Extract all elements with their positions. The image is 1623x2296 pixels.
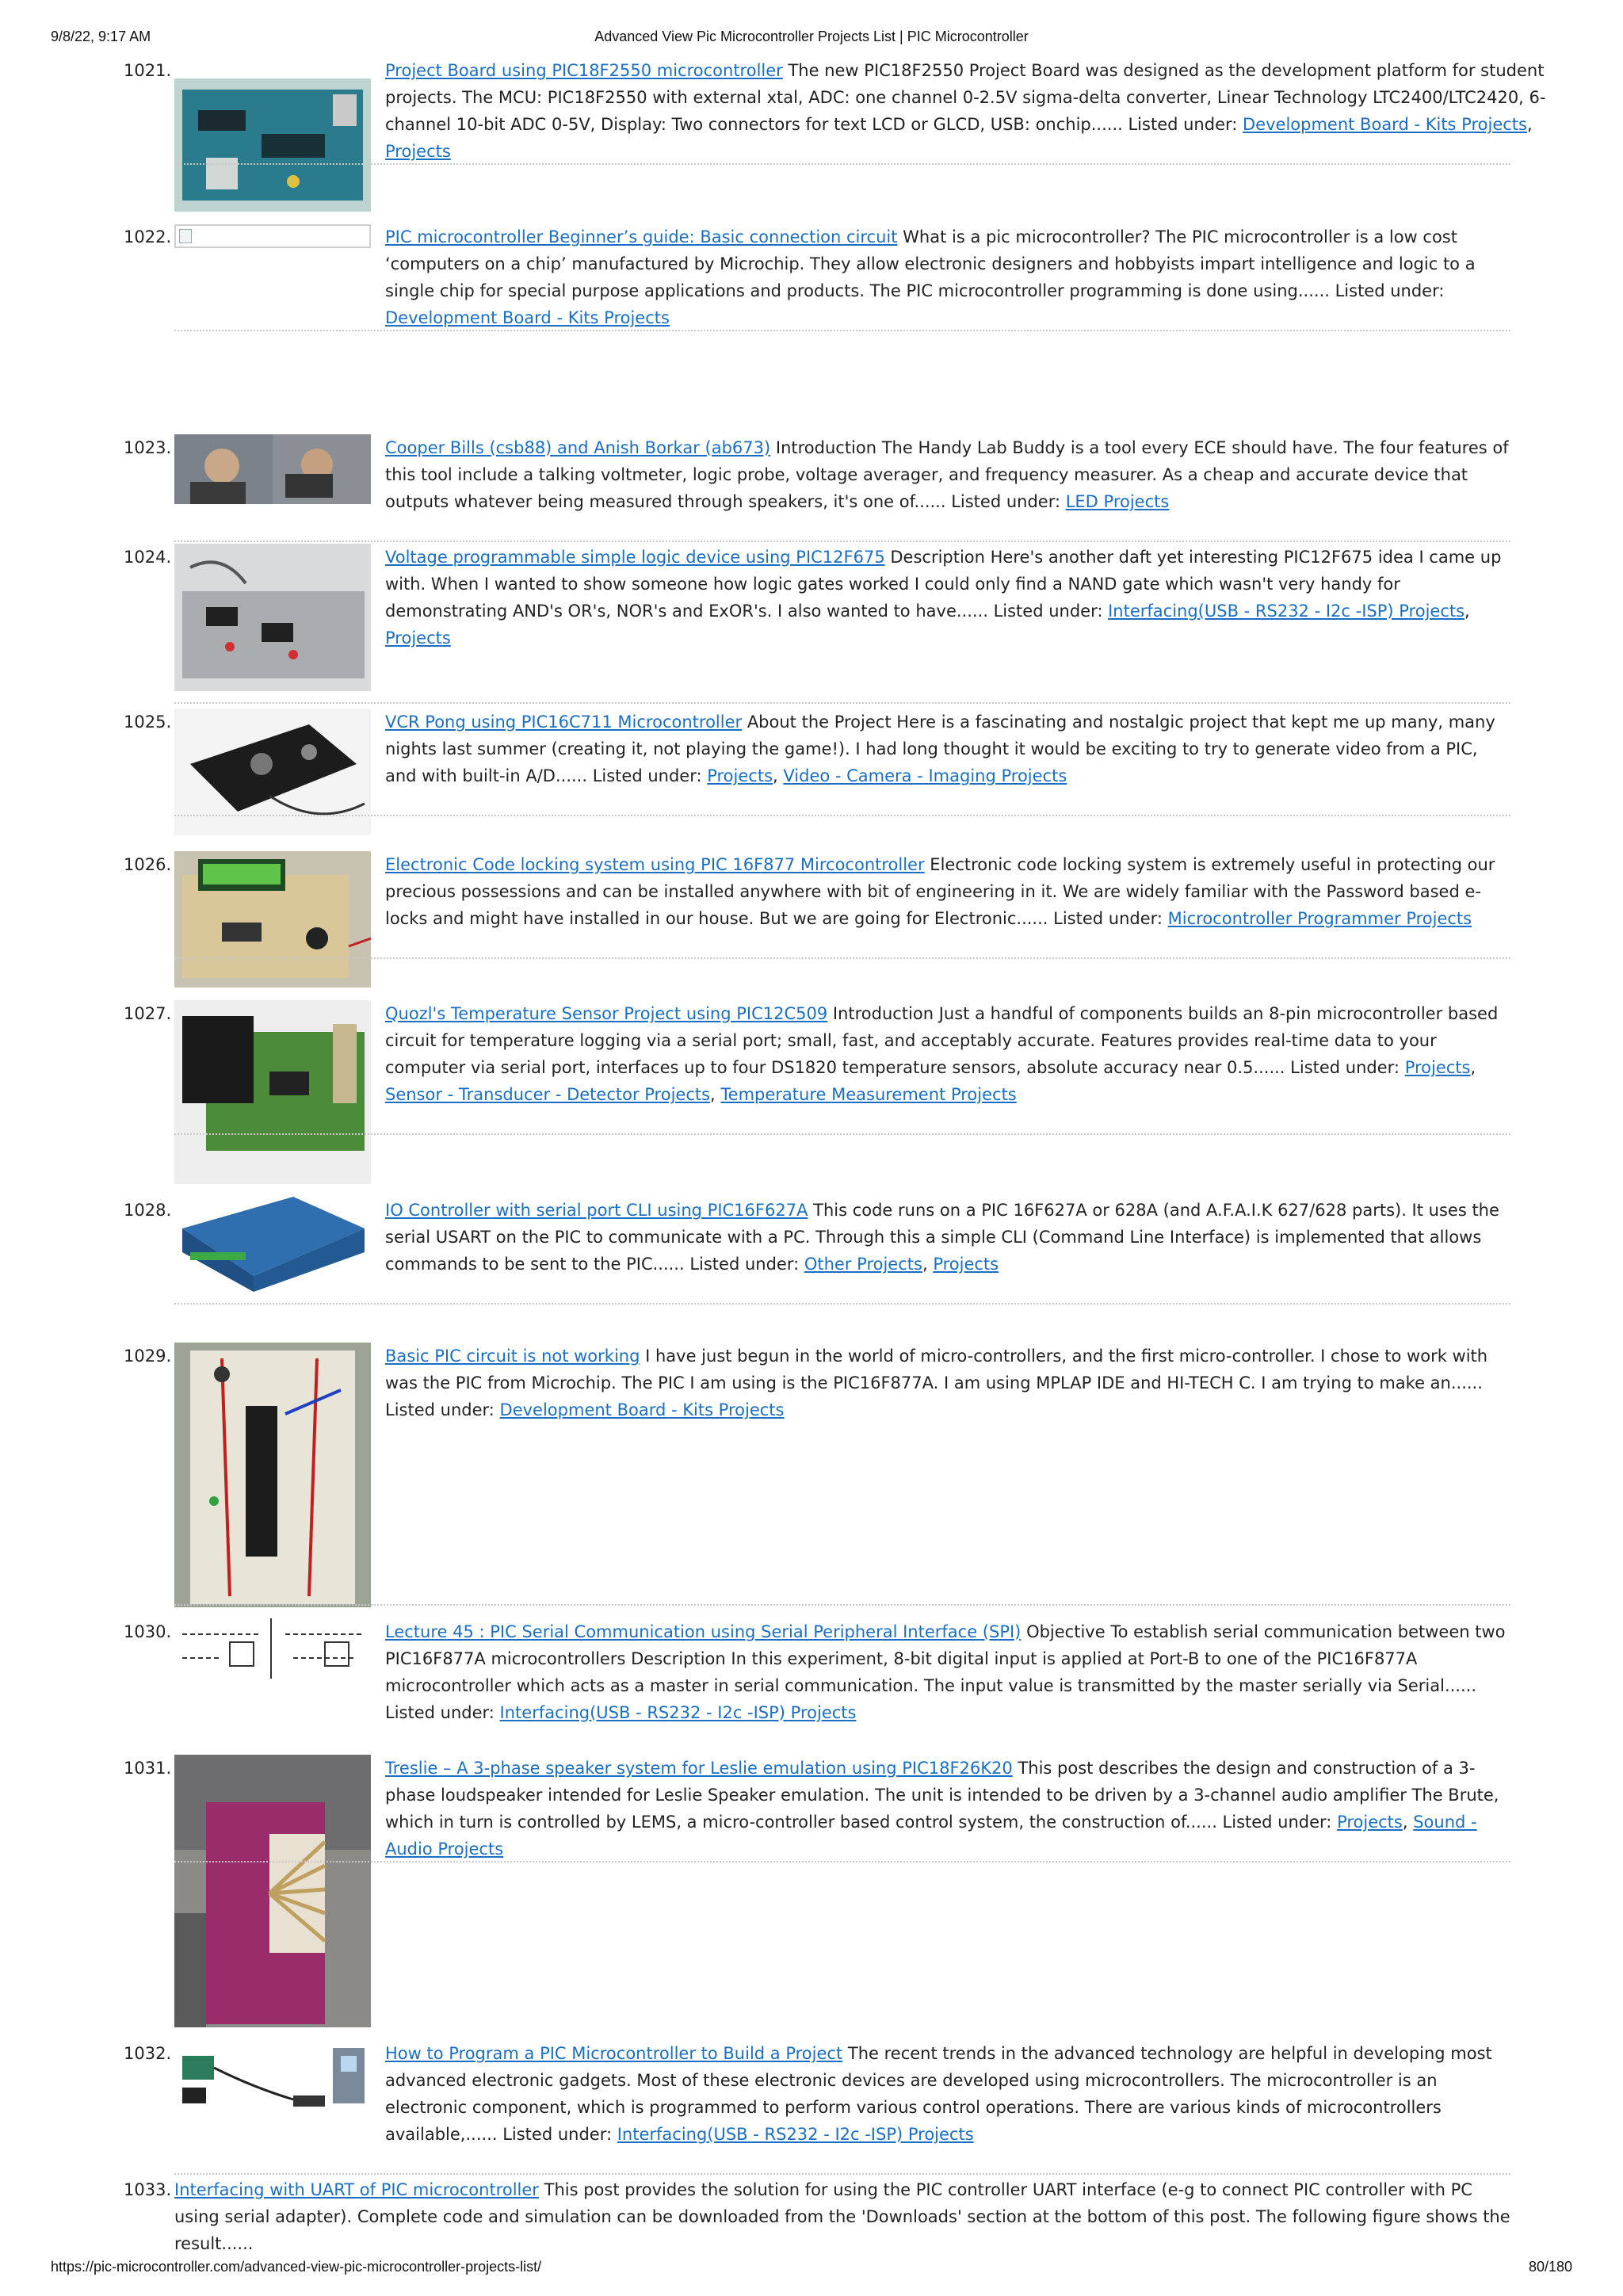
item-body (385, 851, 1510, 932)
item-number: 1025. (124, 712, 172, 732)
project-link[interactable]: Interfacing with UART of PIC microcontroller (174, 2180, 539, 2199)
project-link[interactable]: Quozl's Temperature Sensor Project using PIC12C509 (385, 1004, 828, 1023)
item-description: The recent trends in the advanced technology are helpful in developing most advanced electronic gadgets. Most of these electronic devices are developed using microcontrollers. The microcontroller is an electronic component, which is programmed to perform various control operations. There are various kinds of microcontrollers available,...... Listed under: (385, 2044, 1492, 2144)
item-description: Electronic code locking system is extremely useful in protecting our precious possessions and can be installed anywhere with bit of engineering in it. We are widely familiar with the Password based e-locks and might have installed in our house. But we are going for Electronic...... Listed under: (385, 855, 1495, 928)
item-body: VCR Pong using PIC16C711 Microcontroller About the Project Here is a fascinating and nostalgic project that kept me up many, many nights last summer (creating it, not playing the game!). I had long thought it would be exciting to try to generate video from a PIC, and with built-in A/D...... Listed under: Projects, Video - Camera - Imaging Projects (385, 712, 1495, 785)
divider (174, 1861, 1510, 1862)
item-description: This code runs on a PIC 16F627A or 628A (and A.F.A.I.K 627/628 parts). It uses the serial USART on the PIC to communicate with a PC. Through this a simple CLI (Command Line Interface) is implemented that allows commands to be sent to the PIC...... Listed under: (385, 1201, 1499, 1274)
project-thumbnail (174, 434, 371, 504)
item-body (385, 1618, 1510, 1726)
item-number: 1021. (124, 61, 172, 80)
page-title: Advanced View Pic Microcontroller Projects List | PIC Microcontroller (594, 29, 1029, 44)
project-thumbnail (174, 2040, 371, 2110)
category-link[interactable]: Interfacing(USB - RS232 - I2c -ISP) Projects (1108, 602, 1465, 621)
divider (174, 541, 1510, 542)
divider (174, 330, 1510, 331)
item-number: 1030. (124, 1622, 172, 1641)
item-description: Introduction The Handy Lab Buddy is a tool every ECE should have. The four features of this tool include a talking voltmeter, logic probe, voltage averager, and frequency measurer. As a cheap and accurate device that outputs whatever being measured through speakers, it's one of...... Listed under: (385, 438, 1509, 511)
divider (174, 957, 1510, 959)
page-url: https://pic-microcontroller.com/advanced-view-pic-microcontroller-projects-list/ (51, 2259, 542, 2275)
category-link[interactable]: Projects (707, 766, 773, 785)
item-description: The new PIC18F2550 Project Board was designed as the development platform for student projects. The MCU: PIC18F2550 with external xtal, ADC: one channel 0-2.5V sigma-delta converter, Linear Technology LTC2400/LTC2420, 6-channel 10-bit ADC 0-5V, Display: Two connectors for text LCD or GLCD, USB: onchip...... Listed under: (385, 61, 1546, 134)
print-header (0, 29, 1623, 49)
item-number: 1027. (124, 1004, 172, 1023)
category-link[interactable]: Projects (1404, 1058, 1471, 1077)
project-link[interactable]: Treslie – A 3-phase speaker system for Leslie emulation using PIC18F26K20 (385, 1759, 1013, 1778)
item-body: Project Board using PIC18F2550 microcontroller The new PIC18F2550 Project Board was designed as the development platform for student projects. The MCU: PIC18F2550 with external xtal, ADC: one channel 0-2.5V sigma-delta converter, Linear Technology LTC2400/LTC2420, 6-channel 10-bit ADC 0-5V, Display: Two connectors for text LCD or GLCD, USB: onchip...... Listed under: Development Board - Kits Projects, Projects (385, 61, 1546, 161)
divider (174, 163, 1510, 165)
divider (174, 2173, 1510, 2175)
category-link[interactable]: Interfacing(USB - RS232 - I2c -ISP) Projects (617, 2125, 974, 2144)
category-link[interactable]: Interfacing(USB - RS232 - I2c -ISP) Projects (499, 1703, 857, 1722)
item-body: Quozl's Temperature Sensor Project using PIC12C509 Introduction Just a handful of components builds an 8-pin microcontroller based circuit for temperature logging via a serial port; small, fast, and acceptably accurate. Features provides real-time data to your computer via serial port, interfaces up to four DS1820 temperature sensors, absolute accuracy near 0.5...... Listed under: Projects, Sensor - Transducer - Detector Projects, Temperature Measurement Projects (385, 1004, 1499, 1104)
item-number: 1022. (124, 227, 172, 246)
item-number: 1029. (124, 1347, 172, 1366)
category-link[interactable]: Development Board - Kits Projects (385, 308, 670, 327)
item-number: 1032. (124, 2044, 172, 2063)
category-link[interactable]: Sound - Audio Projects (385, 1813, 1477, 1859)
item-number: 1023. (124, 438, 172, 457)
category-link[interactable]: Projects (385, 142, 451, 161)
divider (174, 1604, 1510, 1606)
divider (174, 1133, 1510, 1135)
category-link[interactable]: Projects (933, 1255, 999, 1274)
project-thumbnail (174, 851, 371, 988)
print-footer (0, 2259, 1623, 2279)
category-link[interactable]: LED Projects (1065, 492, 1170, 511)
page-number: 80/180 (1528, 2259, 1572, 2275)
project-link[interactable]: IO Controller with serial port CLI using PIC16F627A (385, 1201, 808, 1220)
item-body (385, 2040, 1510, 2148)
divider (174, 815, 1510, 816)
category-link[interactable]: Projects (1337, 1813, 1403, 1832)
divider (174, 702, 1510, 704)
item-description: This post describes the design and construction of a 3-phase loudspeaker intended for Leslie Speaker emulation. The unit is intended to be driven by a 3-channel audio amplifier The Brute, which in turn is controlled by LEMS, a micro-controller based control system, the construction of...... Listed under: (385, 1759, 1499, 1832)
item-description: About the Project Here is a fascinating and nostalgic project that kept me up many, many nights last summer (creating it, not playing the game!). I had long thought it would be exciting to try to generate video from a PIC, and with built-in A/D...... Listed under: (385, 712, 1495, 785)
project-link[interactable]: PIC microcontroller Beginner’s guide: Basic connection circuit (385, 227, 898, 246)
project-thumbnail (174, 1755, 371, 2027)
category-link[interactable]: Microcontroller Programmer Projects (1167, 909, 1472, 928)
item-description: Objective To establish serial communication between two PIC16F877A microcontrollers Description In this experiment, 8-bit digital input is applied at Port-B to one of the PIC16F877A microcontroller which acts as a master in serial communication. The input value is transmitted by the master serially via Serial...... Listed under: (385, 1622, 1506, 1722)
project-thumbnail (174, 1000, 371, 1184)
category-link[interactable]: Development Board - Kits Projects (1243, 115, 1527, 134)
project-thumbnail (174, 78, 371, 212)
broken-image-icon (174, 224, 371, 248)
item-body (385, 1343, 1510, 1423)
item-body: Voltage programmable simple logic device using PIC12F675 Description Here's another daft yet interesting PIC12F675 idea I came up with. When I wanted to show someone how logic gates worked I could only find a NAND gate which wasn't very handy for demonstrating AND's OR's, NOR's and ExOR's. I also wanted to have...... Listed under: Interfacing(USB - RS232 - I2c -ISP) Projects, Projects (385, 548, 1502, 648)
item-body: IO Controller with serial port CLI using PIC16F627A This code runs on a PIC 16F627A or 628A (and A.F.A.I.K 627/628 parts). It uses the serial USART on the PIC to communicate with a PC. Through this a simple CLI (Command Line Interface) is implemented that allows commands to be sent to the PIC...... Listed under: Other Projects, Projects (385, 1201, 1499, 1274)
project-link[interactable]: Basic PIC circuit is not working (385, 1347, 640, 1366)
project-link[interactable]: VCR Pong using PIC16C711 Microcontroller (385, 712, 743, 732)
category-link[interactable]: Video - Camera - Imaging Projects (783, 766, 1067, 785)
project-thumbnail (174, 1343, 371, 1607)
item-description: Description Here's another daft yet interesting PIC12F675 idea I came up with. When I wanted to show someone how logic gates worked I could only find a NAND gate which wasn't very handy for demonstrating AND's OR's, NOR's and ExOR's. I also wanted to have...... Listed under: (385, 548, 1502, 621)
category-link[interactable]: Projects (385, 628, 451, 648)
project-link[interactable]: How to Program a PIC Microcontroller to Build a Project (385, 2044, 843, 2063)
project-link[interactable]: Voltage programmable simple logic device using PIC12F675 (385, 548, 885, 567)
item-number: 1026. (124, 855, 172, 874)
project-thumbnail (174, 544, 371, 691)
print-datetime: 9/8/22, 9:17 AM (51, 29, 151, 44)
item-description: What is a pic microcontroller? The PIC microcontroller is a low cost ‘computers on a chip’ manufactured by Microchip. They allow electronic designers and hobbyists impart intelligence and logic to a single chip for special purpose applications and products. The PIC microcontroller programming is done using...... Listed under: (385, 227, 1476, 300)
item-body (385, 434, 1510, 515)
project-thumbnail (174, 1618, 371, 1679)
item-description: I have just begun in the world of micro-controllers, and the first micro-controller. I chose to work with was the PIC from Microchip. The PIC I am using is the PIC16F877A. I am using MPLAP IDE and HI-TECH C. I am trying to make an...... Listed under: (385, 1347, 1488, 1419)
project-thumbnail (174, 1197, 371, 1292)
item-body (385, 223, 1510, 331)
project-link[interactable]: Project Board using PIC18F2550 microcontroller (385, 61, 783, 80)
item-body (174, 2176, 1510, 2257)
item-description: Introduction Just a handful of components builds an 8-pin microcontroller based circuit for temperature logging via a serial port; small, fast, and acceptably accurate. Features provides real-time data to your computer via serial port, interfaces up to four DS1820 temperature sensors, absolute accuracy near 0.5...... Listed under: (385, 1004, 1499, 1077)
project-link[interactable]: Cooper Bills (csb88) and Anish Borkar (ab673) (385, 438, 771, 457)
item-number: 1033. (124, 2180, 172, 2199)
item-description: This post provides the solution for using the PIC controller UART interface (e-g to connect PIC controller with PC using serial adapter). Complete code and simulation can be downloaded from the 'Downloads' section at the bottom of this post. The following figure shows the result...... (174, 2180, 1510, 2253)
category-link[interactable]: Other Projects (804, 1255, 922, 1274)
project-link[interactable]: Electronic Code locking system using PIC 16F877 Mircocontroller (385, 855, 925, 874)
item-body: Treslie – A 3-phase speaker system for Leslie emulation using PIC18F26K20 This post describes the design and construction of a 3-phase loudspeaker intended for Leslie Speaker emulation. The unit is intended to be driven by a 3-channel audio amplifier The Brute, which in turn is controlled by LEMS, a micro-controller based control system, the construction of...... Listed under: Projects, Sound - Audio Projects (385, 1759, 1499, 1859)
item-number: 1028. (124, 1201, 172, 1220)
category-link[interactable]: Sensor - Transducer - Detector Projects (385, 1085, 711, 1104)
divider (174, 1303, 1510, 1305)
item-number: 1024. (124, 548, 172, 567)
project-link[interactable]: Lecture 45 : PIC Serial Communication using Serial Peripheral Interface (SPI) (385, 1622, 1022, 1641)
project-thumbnail (174, 709, 371, 835)
category-link[interactable]: Development Board - Kits Projects (499, 1400, 785, 1419)
category-link[interactable]: Temperature Measurement Projects (720, 1085, 1017, 1104)
item-number: 1031. (124, 1759, 172, 1778)
